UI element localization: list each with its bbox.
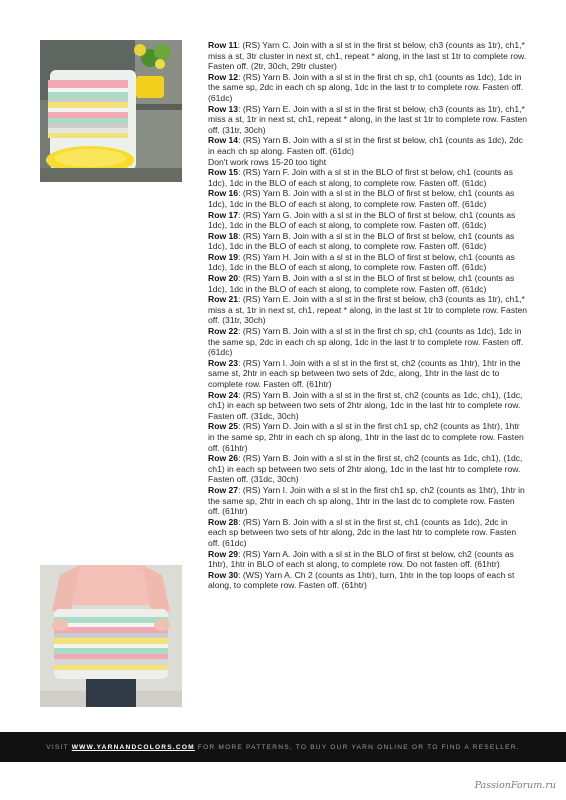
footer-website-link[interactable]: WWW.YARNANDCOLORS.COM — [71, 743, 195, 751]
row-label: Row 13 — [208, 103, 239, 114]
row-label: Row 21 — [208, 294, 239, 305]
pattern-row — [208, 40, 528, 72]
pattern-row — [208, 517, 528, 549]
row-label: Row 14 — [208, 135, 239, 146]
footer-suffix: FOR MORE PATTERNS, TO BUY OUR YARN ONLINE OR TO FIND A RESELLER. — [197, 743, 520, 751]
row-label: Row 30 — [208, 569, 239, 580]
row-instructions: : (RS) Yarn B. Join with a sl st in the BLO of first st below, ch1 (counts as 1dc), 1dc in the BLO of each st along, to complete row. Fasten off. (61dc) — [208, 188, 515, 209]
pattern-row — [208, 210, 528, 231]
row-instructions: : (RS) Yarn B. Join with a sl st in the first st, ch1 (counts as 1dc), 2dc in each sp between two sets of htr along, 2dc in the last htr to complete row. Fasten off. (61dc) — [208, 516, 517, 548]
row-label: Row 27 — [208, 484, 239, 495]
pattern-row — [208, 273, 528, 294]
pattern-row — [208, 294, 528, 326]
row-label: Row 16 — [208, 188, 239, 199]
row-instructions: : (RS) Yarn E. Join with a sl st in the first st below, ch3 (counts as 1tr), ch1,* miss a st, 1tr in next st, ch1, repeat * along, in the last st 1tr to complete row. Fasten off. (31tr, 30ch) — [208, 103, 528, 135]
row-label: Row 22 — [208, 326, 239, 337]
row-label: Row 11 — [208, 40, 238, 50]
row-instructions: : (RS) Yarn I. Join with a sl st in the first st, ch2 (counts as 1htr), 1htr in the same st, 2htr in each sp between two sets of 2dc, along, 1htr in the last dc to complete row. Fasten off. (61htr) — [208, 357, 521, 389]
row-instructions: : (WS) Yarn A. Ch 2 (counts as 1htr), turn, 1htr in the top loops of each st along, to complete row. Fasten off. (61htr) — [208, 569, 515, 591]
row-instructions: : (RS) Yarn I. Join with a sl st in the first ch1 sp, ch2 (counts as 1htr), 1htr in the same sp, 2htr in each ch sp along, 1htr in the last dc to complete row. Fasten off. (61htr) — [208, 484, 525, 517]
pattern-row — [208, 485, 528, 517]
photo-person-holding-cushion — [40, 565, 182, 707]
pattern-row — [208, 358, 528, 390]
row-instructions: : (RS) Yarn C. Join with a sl st in the first st below, ch3 (counts as 1tr), ch1,* miss a st, 3tr cluster in next st, ch1, repeat * along, in the last st 1tr to complete row. Fasten off. (2tr, 30ch, 29tr cluster) — [208, 40, 527, 72]
row-instructions: : (RS) Yarn B. Join with a sl st in the first ch sp, ch1 (counts as 1dc), 1dc in the same sp, 2dc in each ch sp along, 1dc in the last tr to complete row. Fasten off. (61dc) — [208, 71, 524, 103]
row-instructions: : (RS) Yarn G. Join with a sl st in the BLO of first st below, ch1 (counts as 1dc), 1dc in the BLO of each st along, to complete row. Fasten off. (61dc) — [208, 209, 516, 231]
row-label: Row 19 — [208, 251, 239, 262]
pattern-row — [208, 549, 528, 570]
row-instructions: : (RS) Yarn E. Join with a sl st in the first st below, ch3 (counts as 1tr), ch1,* miss a st, 1tr in next st, ch1, repeat * along, in the last st 1tr to complete row. Fasten off. (31tr, 30ch) — [208, 294, 528, 326]
pattern-rows — [208, 40, 528, 591]
pattern-row — [208, 252, 528, 273]
pattern-row — [208, 72, 528, 104]
row-instructions: : (RS) Yarn B. Join with a sl st in the first st, ch2 (counts as 1dc, ch1), (1dc, ch1) in each sp between two sets of 2htr along, 1dc in the last htr to complete row. Fasten off. (31dc, 30ch) — [208, 453, 523, 485]
pattern-row — [208, 104, 528, 136]
row-instructions: : (RS) Yarn H. Join with a sl st in the BLO of first st below, ch1 (counts as 1dc), 1dc in the BLO of each st along, to complete row. Fasten off. (61dc) — [208, 251, 515, 273]
row-instructions: : (RS) Yarn F. Join with a sl st in the BLO of first st below, ch1 (counts as 1dc), 1dc in the BLO of each st along, to complete row. Fasten off. (61dc) — [208, 167, 513, 188]
footer-prefix: VISIT — [46, 743, 69, 751]
pattern-row — [208, 570, 528, 591]
row-label: Row 15 — [208, 167, 239, 178]
row-label: Row 28 — [208, 516, 239, 527]
pattern-row — [208, 326, 528, 358]
pattern-row — [208, 167, 528, 188]
pattern-row — [208, 390, 528, 422]
row-label: Row 18 — [208, 230, 239, 241]
pattern-row — [208, 453, 528, 485]
row-label: Row 25 — [208, 421, 239, 432]
row-label: Row 29 — [208, 548, 239, 559]
row-instructions: : (RS) Yarn B. Join with a sl st in the first st, ch2 (counts as 1dc, ch1), (1dc, ch1) in each sp between two sets of 2htr along, 1dc in the last htr to complete row. Fasten off. (31dc, 30ch) — [208, 389, 523, 421]
row-label: Row 20 — [208, 273, 239, 284]
row-instructions: : (RS) Yarn B. Join with a sl st in the BLO of first st below, ch1 (counts as 1dc), 1dc in the BLO of each st along, to complete row. Fasten off. (61dc) — [208, 273, 515, 294]
row-instructions: : (RS) Yarn B. Join with a sl st in the first ch sp, ch1 (counts as 1dc), 1dc in the same sp, 2dc in each ch sp along, 1dc in the last tr to complete row. Fasten off. (61dc) — [208, 326, 524, 358]
pattern-row — [208, 231, 528, 252]
photo-cushion-on-chair-image — [40, 40, 182, 182]
row-label: Row 23 — [208, 357, 239, 368]
row-instructions: : (RS) Yarn B. Join with a sl st in the first st below, ch1 (counts as 1dc), 2dc in each ch sp along. Fasten off. (61dc) — [208, 135, 523, 156]
row-instructions: : (RS) Yarn D. Join with a sl st in the first ch1 sp, ch2 (counts as 1htr), 1htr in the same sp, 2htr in each ch sp along, 1htr in the last dc to complete row. Fasten off. (61htr) — [208, 421, 524, 453]
photo-cushion-on-chair — [40, 40, 182, 182]
row-label: Row 24 — [208, 389, 239, 400]
pattern-row — [208, 421, 528, 453]
row-instructions: : (RS) Yarn A. Join with a sl st in the BLO of first st below, ch2 (counts as 1htr), 1htr in BLO of each st along, to complete row. Do not fasten off. (61htr) — [208, 548, 514, 570]
row-label: Row 26 — [208, 453, 239, 464]
pattern-note: Don't work rows 15-20 too tight — [208, 156, 327, 167]
row-instructions: : (RS) Yarn B. Join with a sl st in the BLO of first st below, ch1 (counts as 1dc), 1dc in the BLO of each st along, to complete row. Fasten off. (61dc) — [208, 230, 515, 252]
footer-bar — [0, 732, 566, 762]
pattern-row — [208, 188, 528, 209]
pattern-row — [208, 135, 528, 156]
row-label: Row 12 — [208, 71, 239, 82]
photo-person-holding-cushion-image — [40, 565, 182, 707]
watermark: PassionForum.ru — [474, 780, 556, 791]
row-label: Row 17 — [208, 209, 239, 220]
